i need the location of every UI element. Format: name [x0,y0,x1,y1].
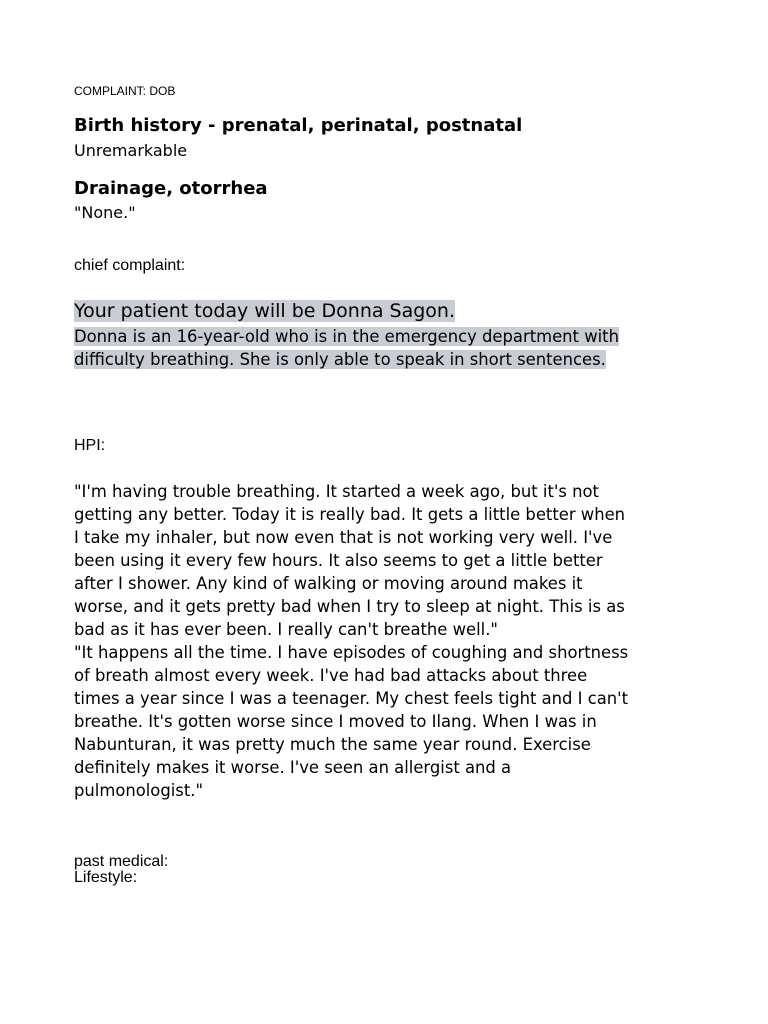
patient-description-line: difficulty breathing. She is only able to speak in short sentences. [74,350,606,369]
hpi-line: getting any better. Today it is really bad. It gets a little better when [74,505,626,524]
chief-complaint-label: chief complaint: [74,257,186,274]
hpi-line: pulmonologist." [74,781,204,800]
hpi-line: of breath almost every week. I've had bad attacks about three [74,666,588,685]
hpi-text [74,480,714,802]
patient-description-line: Donna is an 16-year-old who is in the emergency department with [74,327,619,346]
hpi-line: breathe. It's gotten worse since I moved to Ilang. When I was in [74,712,597,731]
hpi-line: Nabunturan, it was pretty much the same year round. Exercise [74,735,591,754]
past-medical-label: past medical: [74,853,169,870]
hpi-line: times a year since I was a teenager. My chest feels tight and I can't [74,689,629,708]
patient-description [74,325,619,371]
lifestyle-label: Lifestyle: [74,869,138,886]
hpi-line: "It happens all the time. I have episodes of coughing and shortness [74,643,629,662]
drainage-value: "None." [74,203,136,222]
drainage-title: Drainage, otorrhea [74,178,268,199]
hpi-line: I take my inhaler, but now even that is not working very well. I've [74,528,613,547]
complaint-label: COMPLAINT: DOB [74,84,176,98]
patient-intro [74,298,455,324]
birth-history-value: Unremarkable [74,141,188,160]
birth-history-title: Birth history - prenatal, perinatal, postnatal [74,115,523,136]
hpi-line: worse, and it gets pretty bad when I try to sleep at night. This is as [74,597,625,616]
hpi-line: "I'm having trouble breathing. It started a week ago, but it's not [74,482,599,501]
hpi-line: been using it every few hours. It also seems to get a little better [74,551,603,570]
hpi-label: HPI: [74,437,106,454]
patient-intro-text: Your patient today will be Donna Sagon. [74,300,456,322]
hpi-line: definitely makes it worse. I've seen an allergist and a [74,758,512,777]
hpi-line: bad as it has ever been. I really can't breathe well." [74,620,498,639]
hpi-line: after I shower. Any kind of walking or moving around makes it [74,574,583,593]
